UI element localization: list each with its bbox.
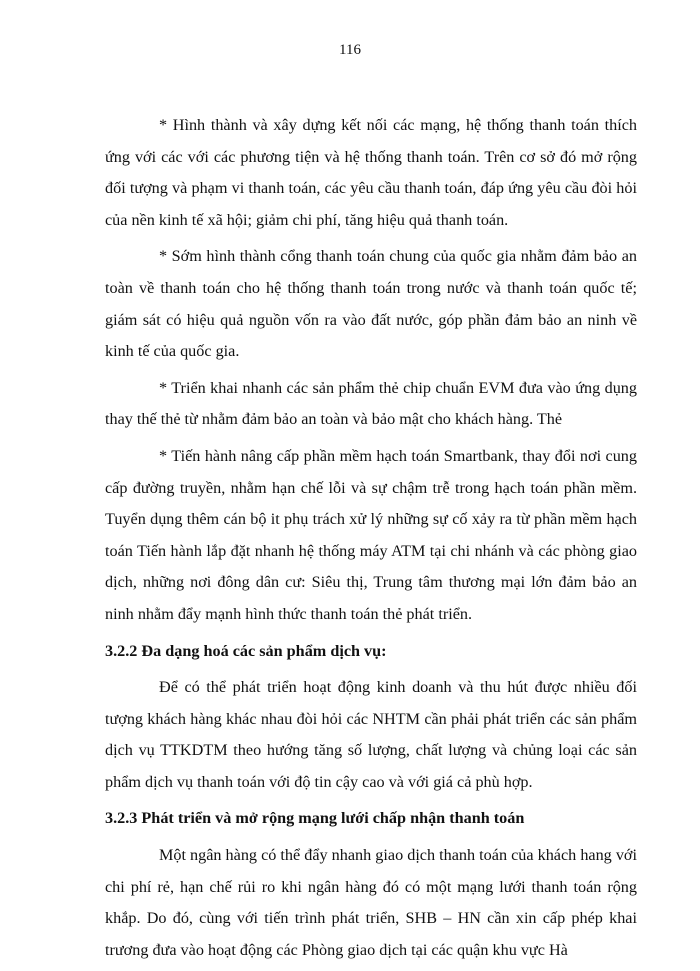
document-body [105,110,637,971]
paragraph-national-payment-gateway: * Sớm hình thành cổng thanh toán chung của quốc gia nhằm đảm bảo an toàn về thanh toán cho hệ thống thanh toán trong nước và thanh toán quốc tế; giám sát có hiệu quả nguồn vốn ra vào đất nước, góp phần đảm bảo an ninh về kinh tế của quốc gia. [105,247,637,361]
paragraph-network-expansion: Một ngân hàng có thể đẩy nhanh giao dịch thanh toán của khách hang với chi phí rẻ, hạn chế rủi ro khi ngân hàng đó có một mạng lưới thanh toán rộng khắp. Do đó, cùng với tiến trình phát triển, SHB – HN cần xin cấp phép khai trương đưa vào hoạt động các Phòng giao dịch tại các quận khu vực Hà [105,846,637,959]
paragraph-payment-network: * Hình thành và xây dựng kết nối các mạng, hệ thống thanh toán thích ứng với các với các phương tiện và hệ thống thanh toán. Trên cơ sở đó mở rộng đối tượng và phạm vi thanh toán, các yêu cầu thanh toán, đáp ứng yêu cầu đòi hỏi của nền kinh tế xã hội; giảm chi phí, tăng hiệu quả thanh toán. [105,116,637,229]
section-heading-3-2-3: 3.2.3 Phát triển và mở rộng mạng lưới chấp nhận thanh toán [105,809,525,828]
section-heading-3-2-2: 3.2.2 Đa dạng hoá các sản phẩm dịch vụ: [105,641,387,660]
paragraph-chip-card: * Triển khai nhanh các sản phẩm thẻ chip chuẩn EVM đưa vào ứng dụng thay thế thẻ từ nhằm đảm bảo an toàn và bảo mật cho khách hàng. Thẻ [105,378,637,429]
page-number: 116 [339,42,361,58]
paragraph-smartbank-upgrade: * Tiến hành nâng cấp phần mềm hạch toán Smartbank, thay đổi nơi cung cấp đường truyền, nhằm hạn chế lỗi và sự chậm trễ trong hạch toán phần mềm. Tuyển dụng thêm cán bộ it phụ trách xử lý những sự cố xảy ra từ phần mềm hạch toán Tiến hành lắp đặt nhanh hệ thống máy ATM tại chi nhánh và các phòng giao dịch, những nơi đông dân cư: Siêu thị, Trung tâm thương mại lớn đảm bảo an ninh nhằm đẩy mạnh hình thức thanh toán thẻ phát triển. [105,446,637,623]
paragraph-product-diversification: Để có thể phát triển hoạt động kinh doanh và thu hút được nhiều đối tượng khách hàng khác nhau đòi hỏi các NHTM cần phải phát triển các sản phẩm dịch vụ TTKDTM theo hướng tăng số lượng, chất lượng và chủng loại các sản phẩm dịch vụ thanh toán với độ tin cậy cao và với giá cả phù hợp. [105,678,637,791]
